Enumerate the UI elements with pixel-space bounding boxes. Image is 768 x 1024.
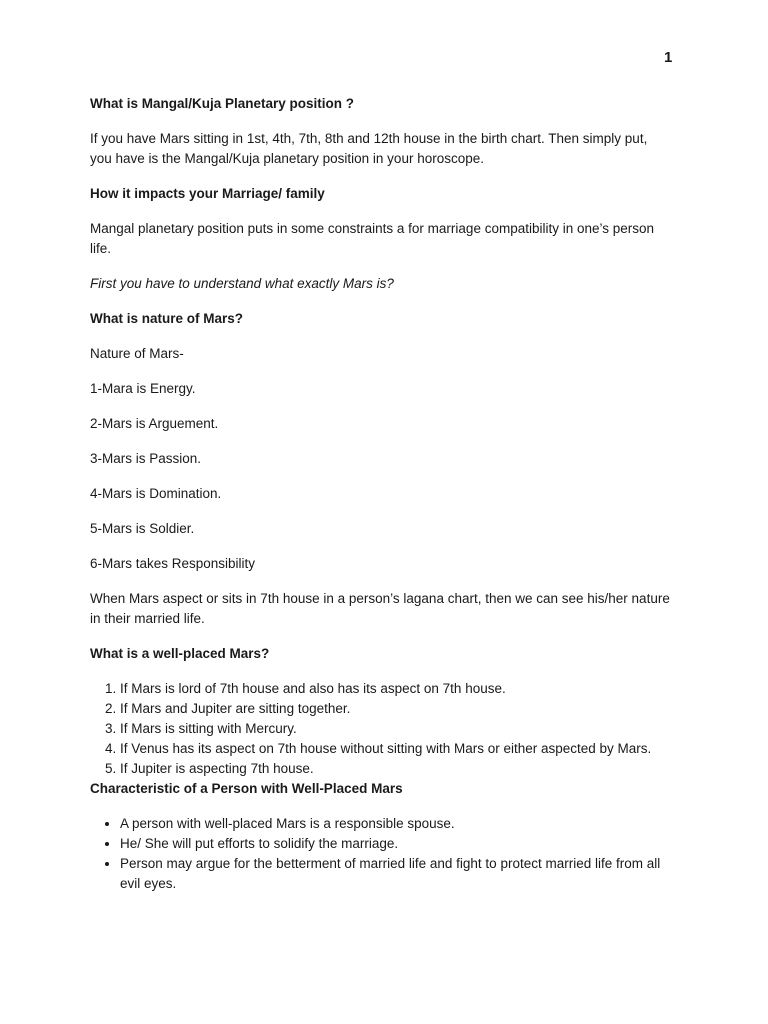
nature-item: 4-Mars is Domination. bbox=[90, 486, 222, 501]
characteristics-list bbox=[90, 814, 670, 894]
document-body bbox=[90, 94, 670, 894]
list-item: 3. If Mars is sitting with Mercury. bbox=[120, 719, 670, 739]
nature-intro: Nature of Mars- bbox=[90, 346, 184, 361]
nature-item: 2-Mars is Arguement. bbox=[90, 416, 219, 431]
nature-item: 3-Mars is Passion. bbox=[90, 451, 202, 466]
well-placed-list bbox=[90, 679, 670, 779]
list-item: 4. If Venus has its aspect on 7th house without sitting with Mars or either aspected by Mars. bbox=[120, 739, 670, 759]
paragraph-lagana-chart: When Mars aspect or sits in 7th house in a person’s lagana chart, then we can see his/her nature in their married life. bbox=[90, 591, 670, 626]
heading-marriage-impact: How it impacts your Marriage/ family bbox=[90, 186, 325, 201]
list-item: 1. If Mars is lord of 7th house and also has its aspect on 7th house. bbox=[120, 679, 670, 699]
list-item: • He/ She will put efforts to solidify the marriage. bbox=[120, 834, 670, 854]
page-number: 1 bbox=[664, 49, 673, 66]
heading-mangal-position: What is Mangal/Kuja Planetary position ? bbox=[90, 96, 355, 111]
italic-text: First you have to understand what exactly Mars is? bbox=[90, 276, 394, 291]
nature-item: 6-Mars takes Responsibility bbox=[90, 556, 256, 571]
paragraph-constraints: Mangal planetary position puts in some constraints a for marriage compatibility in one’s person life. bbox=[90, 221, 655, 256]
heading-characteristics: Characteristic of a Person with Well-Placed Mars bbox=[90, 781, 403, 796]
list-item: • Person may argue for the betterment of married life and fight to protect married life from all evil eyes. bbox=[120, 854, 670, 894]
list-item: • A person with well-placed Mars is a responsible spouse. bbox=[120, 814, 670, 834]
nature-item: 1-Mara is Energy. bbox=[90, 381, 196, 396]
list-item: 5. If Jupiter is aspecting 7th house. bbox=[120, 759, 670, 779]
nature-item: 5-Mars is Soldier. bbox=[90, 521, 195, 536]
heading-nature-of-mars: What is nature of Mars? bbox=[90, 311, 244, 326]
list-item: 2. If Mars and Jupiter are sitting together. bbox=[120, 699, 670, 719]
heading-well-placed-mars: What is a well-placed Mars? bbox=[90, 646, 270, 661]
italic-understand-mars bbox=[90, 274, 670, 294]
paragraph-mars-houses: If you have Mars sitting in 1st, 4th, 7th, 8th and 12th house in the birth chart. Then simply put, you have is the Mangal/Kuja planetary position in your horoscope. bbox=[90, 131, 648, 166]
